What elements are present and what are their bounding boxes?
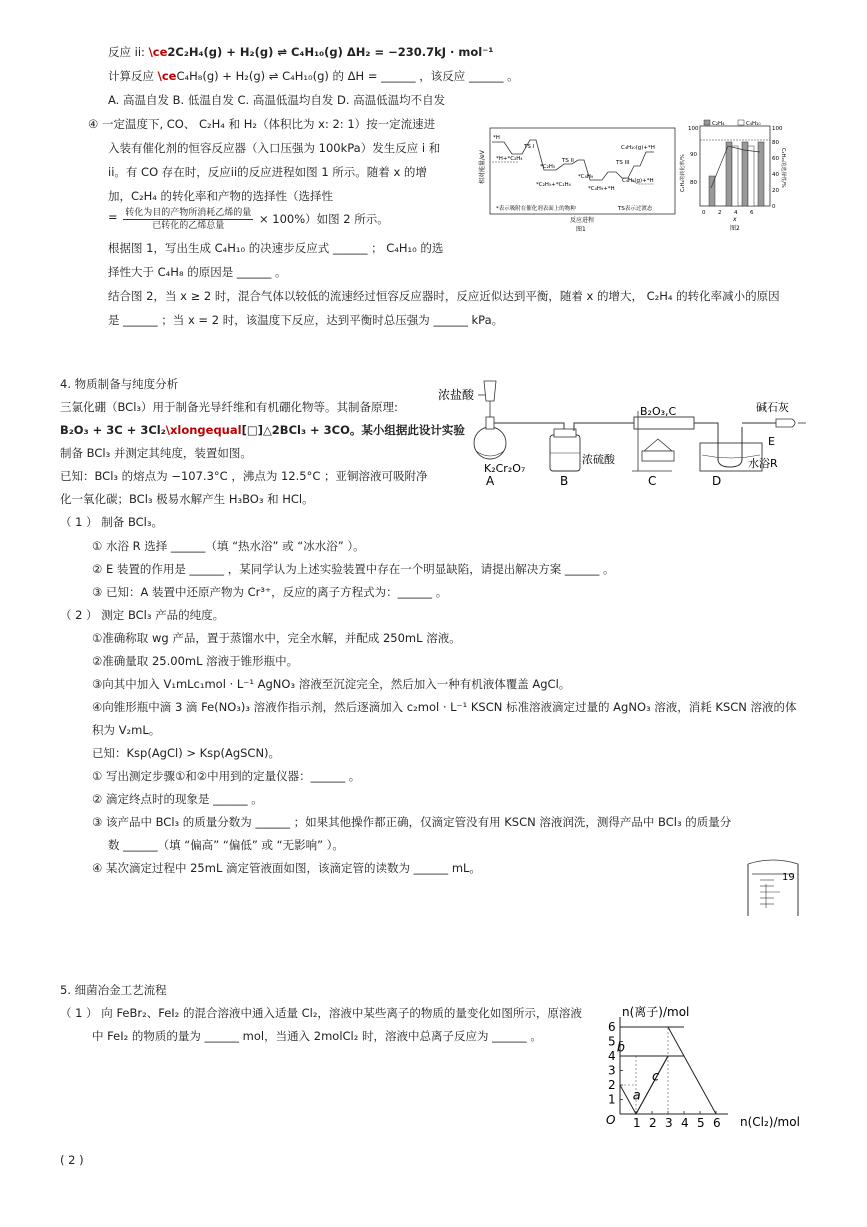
x-tick-label: 6 <box>713 1116 721 1130</box>
question-2: （ 2 ） 测定 BCl₃ 产品的纯度。 <box>60 608 225 622</box>
x-tick-label: 5 <box>697 1116 705 1130</box>
paragraph: 化一氧化碳；BCl₃ 极易水解产生 H₃BO₃ 和 HCl。 <box>60 492 314 506</box>
ion-amount-chart <box>600 1002 810 1132</box>
x-tick-label: 2 <box>649 1116 657 1130</box>
label-k2cr2o7: K₂Cr₂O₇ <box>484 462 526 475</box>
tick: 2 <box>718 210 722 216</box>
species-label: TS I <box>524 144 535 150</box>
fig2-caption: 图2 <box>730 225 740 232</box>
equation: 2C₂H₄(g) + H₂(g) ⇌ C₄H₁₀(g) ΔH₂ = −230.7kJ · mol⁻¹ <box>167 45 494 59</box>
species-label: *C₂H₅+*C₂H₄ <box>536 182 571 188</box>
step-3: ③向其中加入 V₁mLc₁mol · L⁻¹ AgNO₃ 溶液至沉淀完全，然后加入一种有机液体覆盖 AgCl。 <box>92 677 571 691</box>
y-tick-label: 6 <box>608 1020 616 1034</box>
question-2c-cont: 数 ______（填 “偏高” “偏低” 或 “无影响” ）。 <box>108 838 344 852</box>
curve-label-a: a <box>632 1088 641 1104</box>
tick: 40 <box>772 172 779 178</box>
legend-c4h10: C₄H₁₀ <box>746 121 761 127</box>
calc-reaction-line <box>108 68 519 84</box>
y-tick-label: 1 <box>608 1092 616 1107</box>
step-4: ④向锥形瓶中滴 3 滴 Fe(NO₃)₃ 溶液作指示剂，然后逐滴加入 c₂mol · L⁻¹ KSCN 标准溶液滴定过量的 AgNO₃ 溶液，消耗 KSCN 溶液的体 <box>92 700 797 714</box>
fig2-ylabel-right: C₄H₁₀的选择性/% <box>780 148 786 188</box>
tick: 80 <box>690 180 697 186</box>
burette-figure <box>744 858 802 918</box>
fig1-note2: TS表示过渡态 <box>618 206 653 212</box>
latex-artifact: \ce <box>157 69 177 83</box>
tick: 0 <box>702 210 706 216</box>
step-2: ②准确量取 25.00mL 溶液于锥形瓶中。 <box>92 654 299 668</box>
text: 反应 ii: <box>108 45 149 59</box>
species-label: TS II <box>562 158 574 164</box>
species-label: TS III <box>616 160 630 166</box>
equation-left: B₂O₃ + 3C + 3Cl₂ <box>60 423 166 437</box>
chart-ylabel: n(离子)/mol <box>622 1005 690 1019</box>
species-label: *C₄H₉+*H <box>588 186 615 192</box>
x-tick-label: 3 <box>665 1116 673 1130</box>
chart-origin: O <box>606 1113 616 1127</box>
fig1-note: *表示吸附在催化剂表面上的物种 <box>496 206 576 212</box>
page-number: ( 2 ) <box>60 1153 84 1167</box>
chart-curve-labels <box>617 1041 659 1104</box>
tick: 90 <box>690 152 697 158</box>
reaction-line <box>60 422 465 438</box>
label-conc-hcl: 浓盐酸 <box>438 388 475 402</box>
x-tick-label: 1 <box>633 1116 641 1130</box>
tick: 20 <box>772 188 779 194</box>
y-tick-label: 2 <box>608 1078 616 1092</box>
label-e: E <box>768 435 775 448</box>
tick: 60 <box>772 156 779 162</box>
legend-c2h4: C₂H₄ <box>712 121 725 127</box>
species-label: C₄H₁₀(g)+*H <box>621 145 655 151</box>
question-2b: ② 滴定终点时的现象是 ______ 。 <box>92 792 263 806</box>
question-2d: ④ 某次滴定过程中 25mL 滴定管液面如图，该滴定管的读数为 ______ mL。 <box>92 861 481 875</box>
curve-label-b: b <box>616 1040 626 1056</box>
text: 计算反应 <box>108 69 158 83</box>
question-text: ii。有 CO 存在时，反应ii的反应进程如图 1 所示。随着 x 的增 <box>108 165 427 179</box>
species-label: *C₄H₉ <box>578 174 594 180</box>
section-5-heading: 5. 细菌冶金工艺流程 <box>60 983 167 997</box>
fraction-numerator: 转化为目的产物所消耗乙烯的量 <box>125 208 252 218</box>
step-1: ①准确称取 wg 产品，置于蒸馏水中，完全水解，并配成 250mL 溶液。 <box>92 631 461 645</box>
question-1a: ① 水浴 R 选择 ______（填 “热水浴” 或 “冰水浴” ）。 <box>92 539 365 553</box>
y-tick-label: 4 <box>608 1049 616 1063</box>
figure-2-conversion-selectivity <box>678 118 788 234</box>
curve-label-c: c <box>652 1069 660 1085</box>
question-5-1: （ 1 ） 向 FeBr₂、FeI₂ 的混合溶液中通入适量 Cl₂，溶液中某些离子的物质的量变化如图所示，原溶液 <box>60 1006 582 1020</box>
label-conc-h2so4: 浓硫酸 <box>582 453 615 466</box>
label-b: B <box>560 474 569 488</box>
species-label: C₄H₈(g)+*H <box>622 178 654 184</box>
x-tick-label: 4 <box>681 1116 689 1130</box>
paragraph: 已知：BCl₃ 的熔点为 −107.3°C ，沸点为 12.5°C ；亚铜溶液可吸附净 <box>60 469 428 483</box>
chart-xlabel: n(Cl₂)/mol <box>740 1115 800 1129</box>
question-text: 是 ______ ；当 x = 2 时，该温度下反应，达到平衡时总压强为 ______ kPa。 <box>108 313 504 327</box>
latex-artifact: \xlongequal <box>165 423 242 437</box>
label-water-bath-r: 水浴R <box>748 457 778 470</box>
question-text: 根据图 1，写出生成 C₄H₁₀ 的决速步反应式 ______ ； C₄H₁₀ 的选 <box>108 241 444 255</box>
question-1c: ③ 已知：A 装置中还原产物为 Cr³⁺，反应的离子方程式为：______ 。 <box>92 585 448 599</box>
tick: 0 <box>772 204 776 210</box>
label-soda-lime: 碱石灰 <box>756 401 789 414</box>
tick: 100 <box>688 126 699 132</box>
species-label: *C₂H₅ <box>540 164 556 170</box>
question-1b: ② E 装置的作用是 ______ ，某同学认为上述实验装置中存在一个明显缺陷，请提出解决方案 ______ 。 <box>92 562 615 576</box>
latex-artifact: \ce <box>148 45 168 59</box>
step-4-cont: 积为 V₂mL。 <box>92 723 161 737</box>
question-text: 加，C₂H₄ 的转化率和产物的选择性（选择性 <box>108 189 334 203</box>
selectivity-formula: = 转化为目的产物所消耗乙烯的量 已转化的乙烯总量 × 100%）如图 2 所示。 <box>108 208 389 231</box>
series-line-c <box>636 1056 668 1114</box>
tick: 100 <box>772 126 783 132</box>
species-label: *H+*C₂H₄ <box>496 156 523 162</box>
burette-mark: 19 <box>782 872 795 883</box>
label-a: A <box>486 474 495 488</box>
options-line: A. 高温自发 B. 低温自发 C. 高温低温均自发 D. 高温低温均不自发 <box>108 93 446 107</box>
tick: 80 <box>772 140 779 146</box>
tick: 4 <box>734 210 738 216</box>
question-text: 择性大于 C₄H₈ 的原因是 ______ 。 <box>108 265 287 279</box>
equation-right: [□]△2BCl₃ + 3CO。某小组据此设计实验 <box>241 423 465 437</box>
paragraph: 三氯化硼（BCl₃）用于制备光导纤维和有机硼化物等。其制备原理: <box>60 400 398 414</box>
series-line <box>668 1027 716 1114</box>
species-label: *H <box>493 135 500 141</box>
fig2-ylabel-left: C₂H₄的转化率/% <box>680 154 686 192</box>
text: × 100%）如图 2 所示。 <box>258 212 389 226</box>
question-1: （ 1 ） 制备 BCl₃。 <box>60 515 163 529</box>
figure-1-energy-profile <box>478 124 678 232</box>
question-5-1-cont: 中 FeI₂ 的物质的量为 ______ mol，当通入 2molCl₂ 时，溶液中总离子反应为 ______ 。 <box>92 1029 542 1043</box>
fig1-caption: 图1 <box>576 226 586 232</box>
fig2-xlabel: x <box>733 216 737 223</box>
fig1-ylabel: 相对能量/eV <box>479 150 486 184</box>
reaction-ii-line <box>108 44 493 60</box>
question-text: 结合图 2，当 x ≥ 2 时，混合气体以较低的流速经过恒容反应器时，反应近似达到平衡，随着 x 的增大， C₂H₄ 的转化率减小的原因 <box>108 289 780 303</box>
section-4-heading: 4. 物质制备与纯度分析 <box>60 377 179 391</box>
question-text: 入装有催化剂的恒容反应器（入口压强为 100kPa）发生反应 i 和 <box>108 141 441 155</box>
apparatus-diagram <box>436 375 808 491</box>
label-b2o3-c: B₂O₃,C <box>640 405 677 418</box>
y-tick-label: 5 <box>608 1034 616 1049</box>
tick: 6 <box>750 210 754 216</box>
question-2a: ① 写出测定步骤①和②中用到的定量仪器：______ 。 <box>92 769 361 783</box>
question-text: ④ 一定温度下, CO、 C₂H₄ 和 H₂（体积比为 x: 2: 1）按一定流速进 <box>88 117 436 131</box>
y-tick-label: 3 <box>608 1063 616 1078</box>
label-c: C <box>648 474 657 488</box>
fraction-denominator: 已转化的乙烯总量 <box>152 221 225 231</box>
label-d: D <box>712 474 722 488</box>
question-2c: ③ 该产品中 BCl₃ 的质量分数为 ______ ；如果其他操作都正确，仅滴定管没有用 KSCN 溶液润洗，测得产品中 BCl₃ 的质量分 <box>92 815 732 829</box>
equation: C₄H₈(g) + H₂(g) ⇌ C₄H₁₀(g) 的 ΔH = ______ ，该反应 ______ 。 <box>176 69 519 83</box>
known-condition: 已知：Ksp(AgCl) > Ksp(AgSCN)。 <box>92 746 281 760</box>
fig1-xlabel: 反应进程 <box>570 217 595 224</box>
paragraph: 制备 BCl₃ 并测定其纯度，装置如图。 <box>60 446 252 460</box>
